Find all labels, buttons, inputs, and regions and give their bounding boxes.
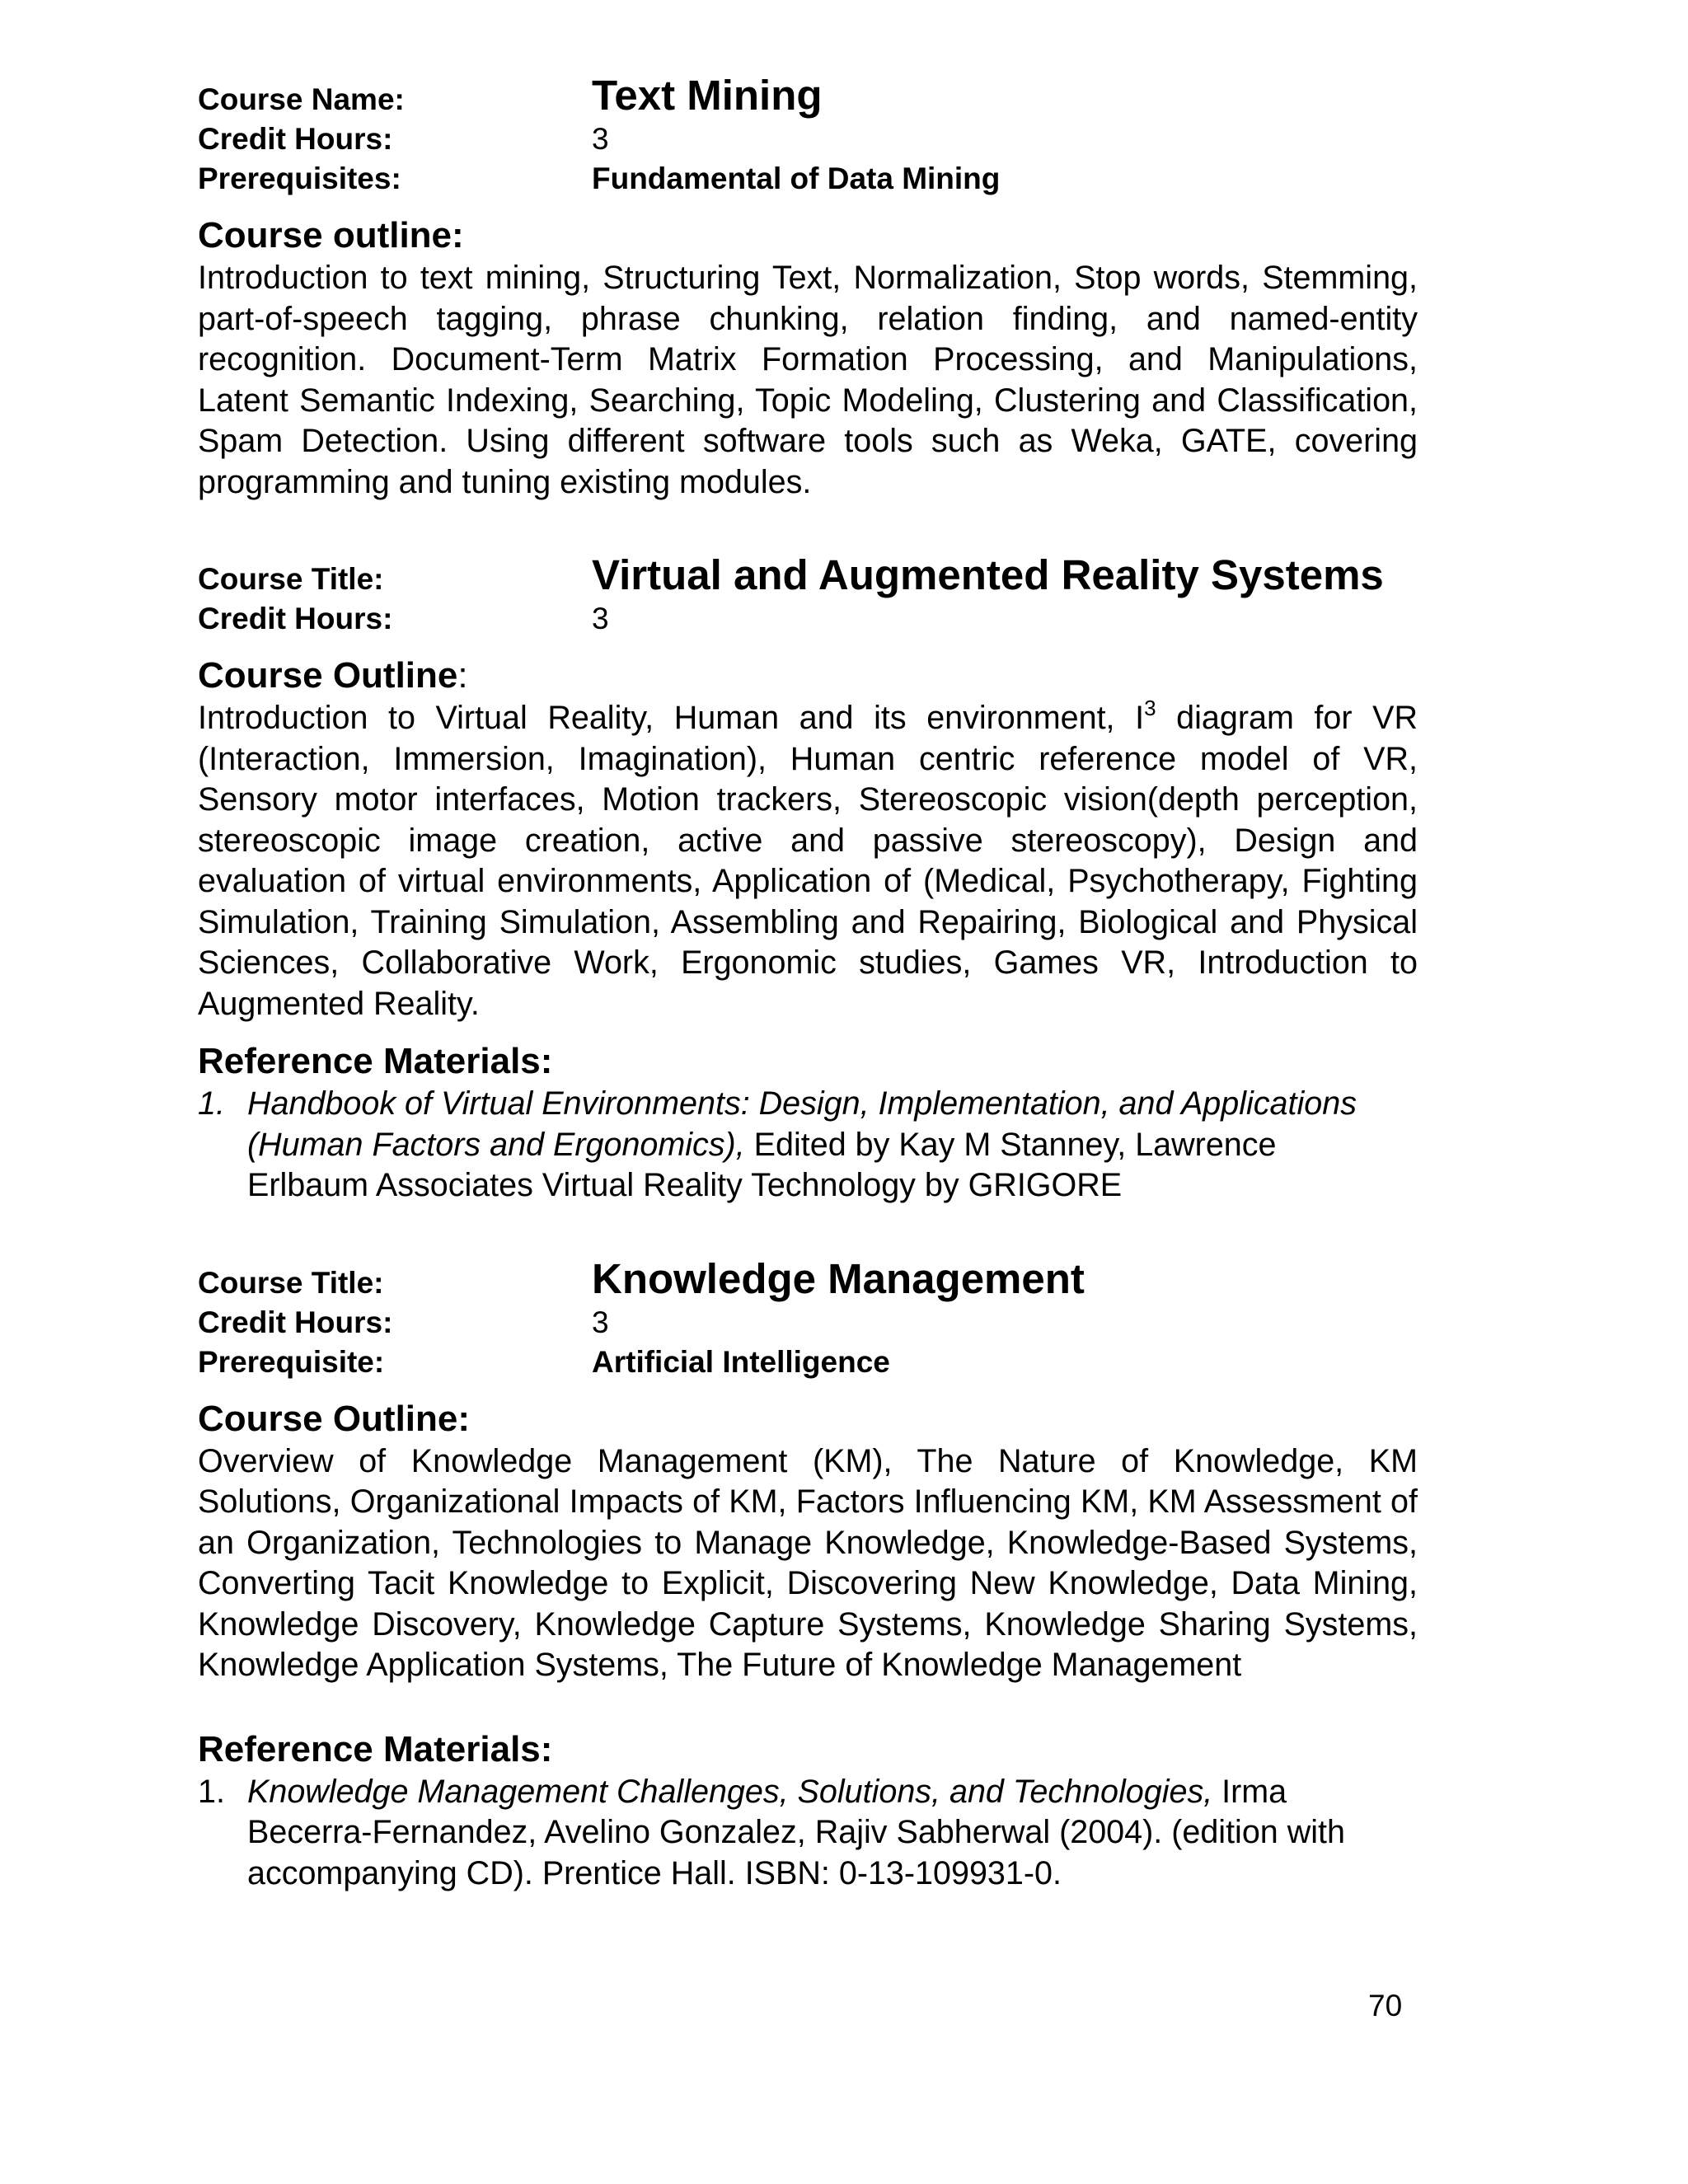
prerequisites-label: Prerequisites: — [198, 162, 401, 195]
reference-item — [198, 1772, 1418, 1895]
course-title-label: Course Title: — [198, 562, 384, 596]
credit-hours-value: 3 — [592, 602, 609, 635]
course-outline-heading: Course outline: — [198, 215, 464, 255]
course-section-vr-ar — [198, 551, 1418, 1207]
reference-title: Knowledge Management Challenges, Solutions, and Technologies, — [247, 1773, 1213, 1810]
reference-list — [198, 1772, 1418, 1895]
course-outline-heading-colon: : — [457, 655, 468, 696]
prerequisite-row — [198, 1343, 1418, 1382]
course-outline-text: Overview of Knowledge Management (KM), The Nature of Knowledge, KM Solutions, Organizational Impacts of KM, Factors Influencing KM, KM Assessment of an Organization, Technologies to Manage Knowledge, Knowledge-Based Systems, Converting Tacit Knowledge to Explicit, Discovering New Knowledge, Data Mining, Knowledge Discovery, Knowledge Capture Systems, Knowledge Sharing Systems, Knowledge Application Systems, The Future of Knowledge Management — [198, 1442, 1418, 1683]
prerequisites-value: Fundamental of Data Mining — [592, 162, 1001, 195]
reference-number: 1. — [198, 1085, 225, 1122]
reference-list — [198, 1084, 1418, 1207]
course-title-row — [198, 551, 1418, 599]
prerequisite-label: Prerequisite: — [198, 1344, 385, 1379]
course-title-value: Knowledge Management — [592, 1254, 1085, 1302]
course-section-knowledge-management — [198, 1254, 1418, 1895]
reference-body — [247, 1772, 1418, 1895]
course-section-text-mining — [198, 72, 1418, 503]
page-number: 70 — [1368, 1989, 1403, 2022]
course-title-label: Course Title: — [198, 1265, 384, 1300]
course-title-value: Virtual and Augmented Reality Systems — [592, 551, 1384, 598]
course-outline-text — [198, 695, 1418, 1024]
course-name-row — [198, 72, 1418, 120]
prerequisites-row — [198, 159, 1418, 199]
course-outline-text: Introduction to text mining, Structuring Text, Normalization, Stop words, Stemming, part-of-speech tagging, phrase chunking, relation finding, and named-entity recognition. Document-Term Matrix Formation Processing, and Manipulations, Latent Semantic Indexing, Searching, Topic Modeling, Clustering and Classification, Spam Detection. Using different software tools such as Weka, GATE, covering programming and tuning existing modules. — [198, 260, 1418, 500]
course-title-row — [198, 1254, 1418, 1303]
reference-details: Irma Becerra-Fernandez, Avelino Gonzalez, Rajiv Sabherwal (2004). (edition with accompanying CD). Prentice Hall. ISBN: 0-13-109931-0. — [247, 1773, 1345, 1891]
credit-hours-label: Credit Hours: — [198, 1305, 393, 1339]
reference-item — [198, 1084, 1418, 1207]
outline-text-part1: Introduction to Virtual Reality, Human and its environment, I — [198, 700, 1145, 736]
course-outline-heading-text: Course Outline — [198, 655, 458, 696]
credit-hours-value: 3 — [592, 1305, 609, 1339]
credit-hours-row — [198, 120, 1418, 159]
document-page — [198, 72, 1418, 1894]
reference-number: 1. — [198, 1773, 225, 1810]
reference-materials-heading: Reference Materials: — [198, 1728, 553, 1769]
credit-hours-row — [198, 599, 1418, 639]
credit-hours-label: Credit Hours: — [198, 602, 393, 635]
reference-materials-heading: Reference Materials: — [198, 1041, 553, 1081]
credit-hours-label: Credit Hours: — [198, 122, 393, 156]
outline-text-part2: diagram for VR (Interaction, Immersion, Imagination), Human centric reference model of VR, Sensory motor interfaces, Motion trackers, Stereoscopic vision(depth perception, stereoscopic image creation, active and passive stereoscopy), Design and evaluation of virtual environments, Application of (Medical, Psychotherapy, Fighting Simulation, Training Simulation, Assembling and Repairing, Biological and Physical Sciences, Collaborative Work, Ergonomic studies, Games VR, Introduction to Augmented Reality. — [198, 700, 1418, 1022]
course-outline-heading: Course Outline: — [198, 1398, 471, 1439]
course-outline-heading — [198, 654, 1418, 698]
course-name-label: Course Name: — [198, 82, 405, 116]
reference-title: Handbook of Virtual Environments: Design, Implementation, and Applications (Human Factors and Ergonomics), — [247, 1085, 1357, 1163]
reference-details: Edited by Kay M Stanney, Lawrence Erlbaum Associates Virtual Reality Technology by GRIGORE — [247, 1126, 1277, 1203]
course-name-value: Text Mining — [592, 72, 823, 119]
credit-hours-row — [198, 1303, 1418, 1343]
prerequisite-value: Artificial Intelligence — [592, 1344, 890, 1379]
outline-superscript: 3 — [1144, 695, 1156, 720]
credit-hours-value: 3 — [592, 122, 609, 156]
reference-body — [247, 1084, 1418, 1207]
